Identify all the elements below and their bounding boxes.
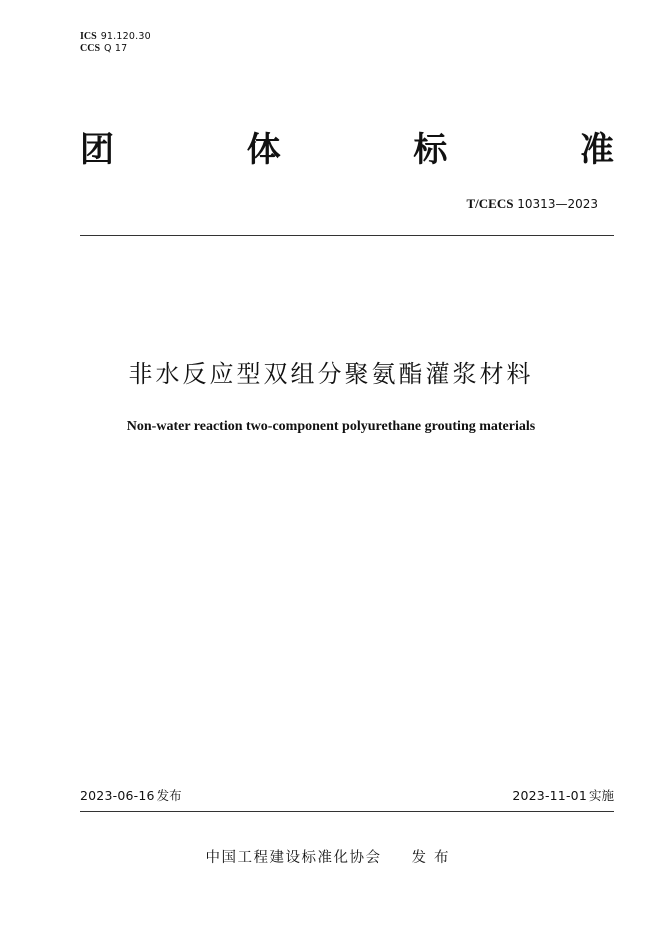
implementation-date-label: 实施 [588, 788, 614, 803]
ccs-label: CCS [80, 43, 101, 54]
document-title-english: Non-water reaction two-component polyurethane grouting materials [126, 419, 536, 434]
implementation-date [512, 787, 614, 805]
document-title-chinese: 非水反应型双组分聚氨酯灌浆材料 [128, 360, 534, 388]
header-divider [80, 235, 614, 236]
ccs-code [80, 43, 151, 55]
publisher-organization: 中国工程建设标准化协会 [205, 850, 382, 866]
implementation-date-value: 2023-11-01 [512, 788, 587, 803]
ics-code [80, 31, 151, 43]
standard-number-value: 10313—2023 [517, 197, 598, 211]
standard-number-prefix: T/CECS [466, 196, 514, 211]
issue-date [80, 787, 182, 805]
publisher-action: 发布 [411, 850, 457, 866]
issue-date-value: 2023-06-16 [80, 788, 155, 803]
ccs-value: Q 17 [104, 43, 128, 54]
standard-number [466, 196, 598, 212]
standard-type-char: 标 [413, 130, 448, 170]
issue-date-label: 发布 [156, 788, 182, 803]
footer-divider [80, 811, 614, 812]
standard-type-char: 体 [246, 130, 281, 170]
ics-value: 91.120.30 [100, 31, 151, 42]
standard-type-char: 准 [579, 130, 614, 170]
standard-type-heading [80, 128, 614, 172]
publisher-line [0, 848, 662, 868]
classification-codes [80, 31, 151, 55]
ics-label: ICS [80, 31, 97, 42]
standard-type-char: 团 [80, 130, 114, 170]
